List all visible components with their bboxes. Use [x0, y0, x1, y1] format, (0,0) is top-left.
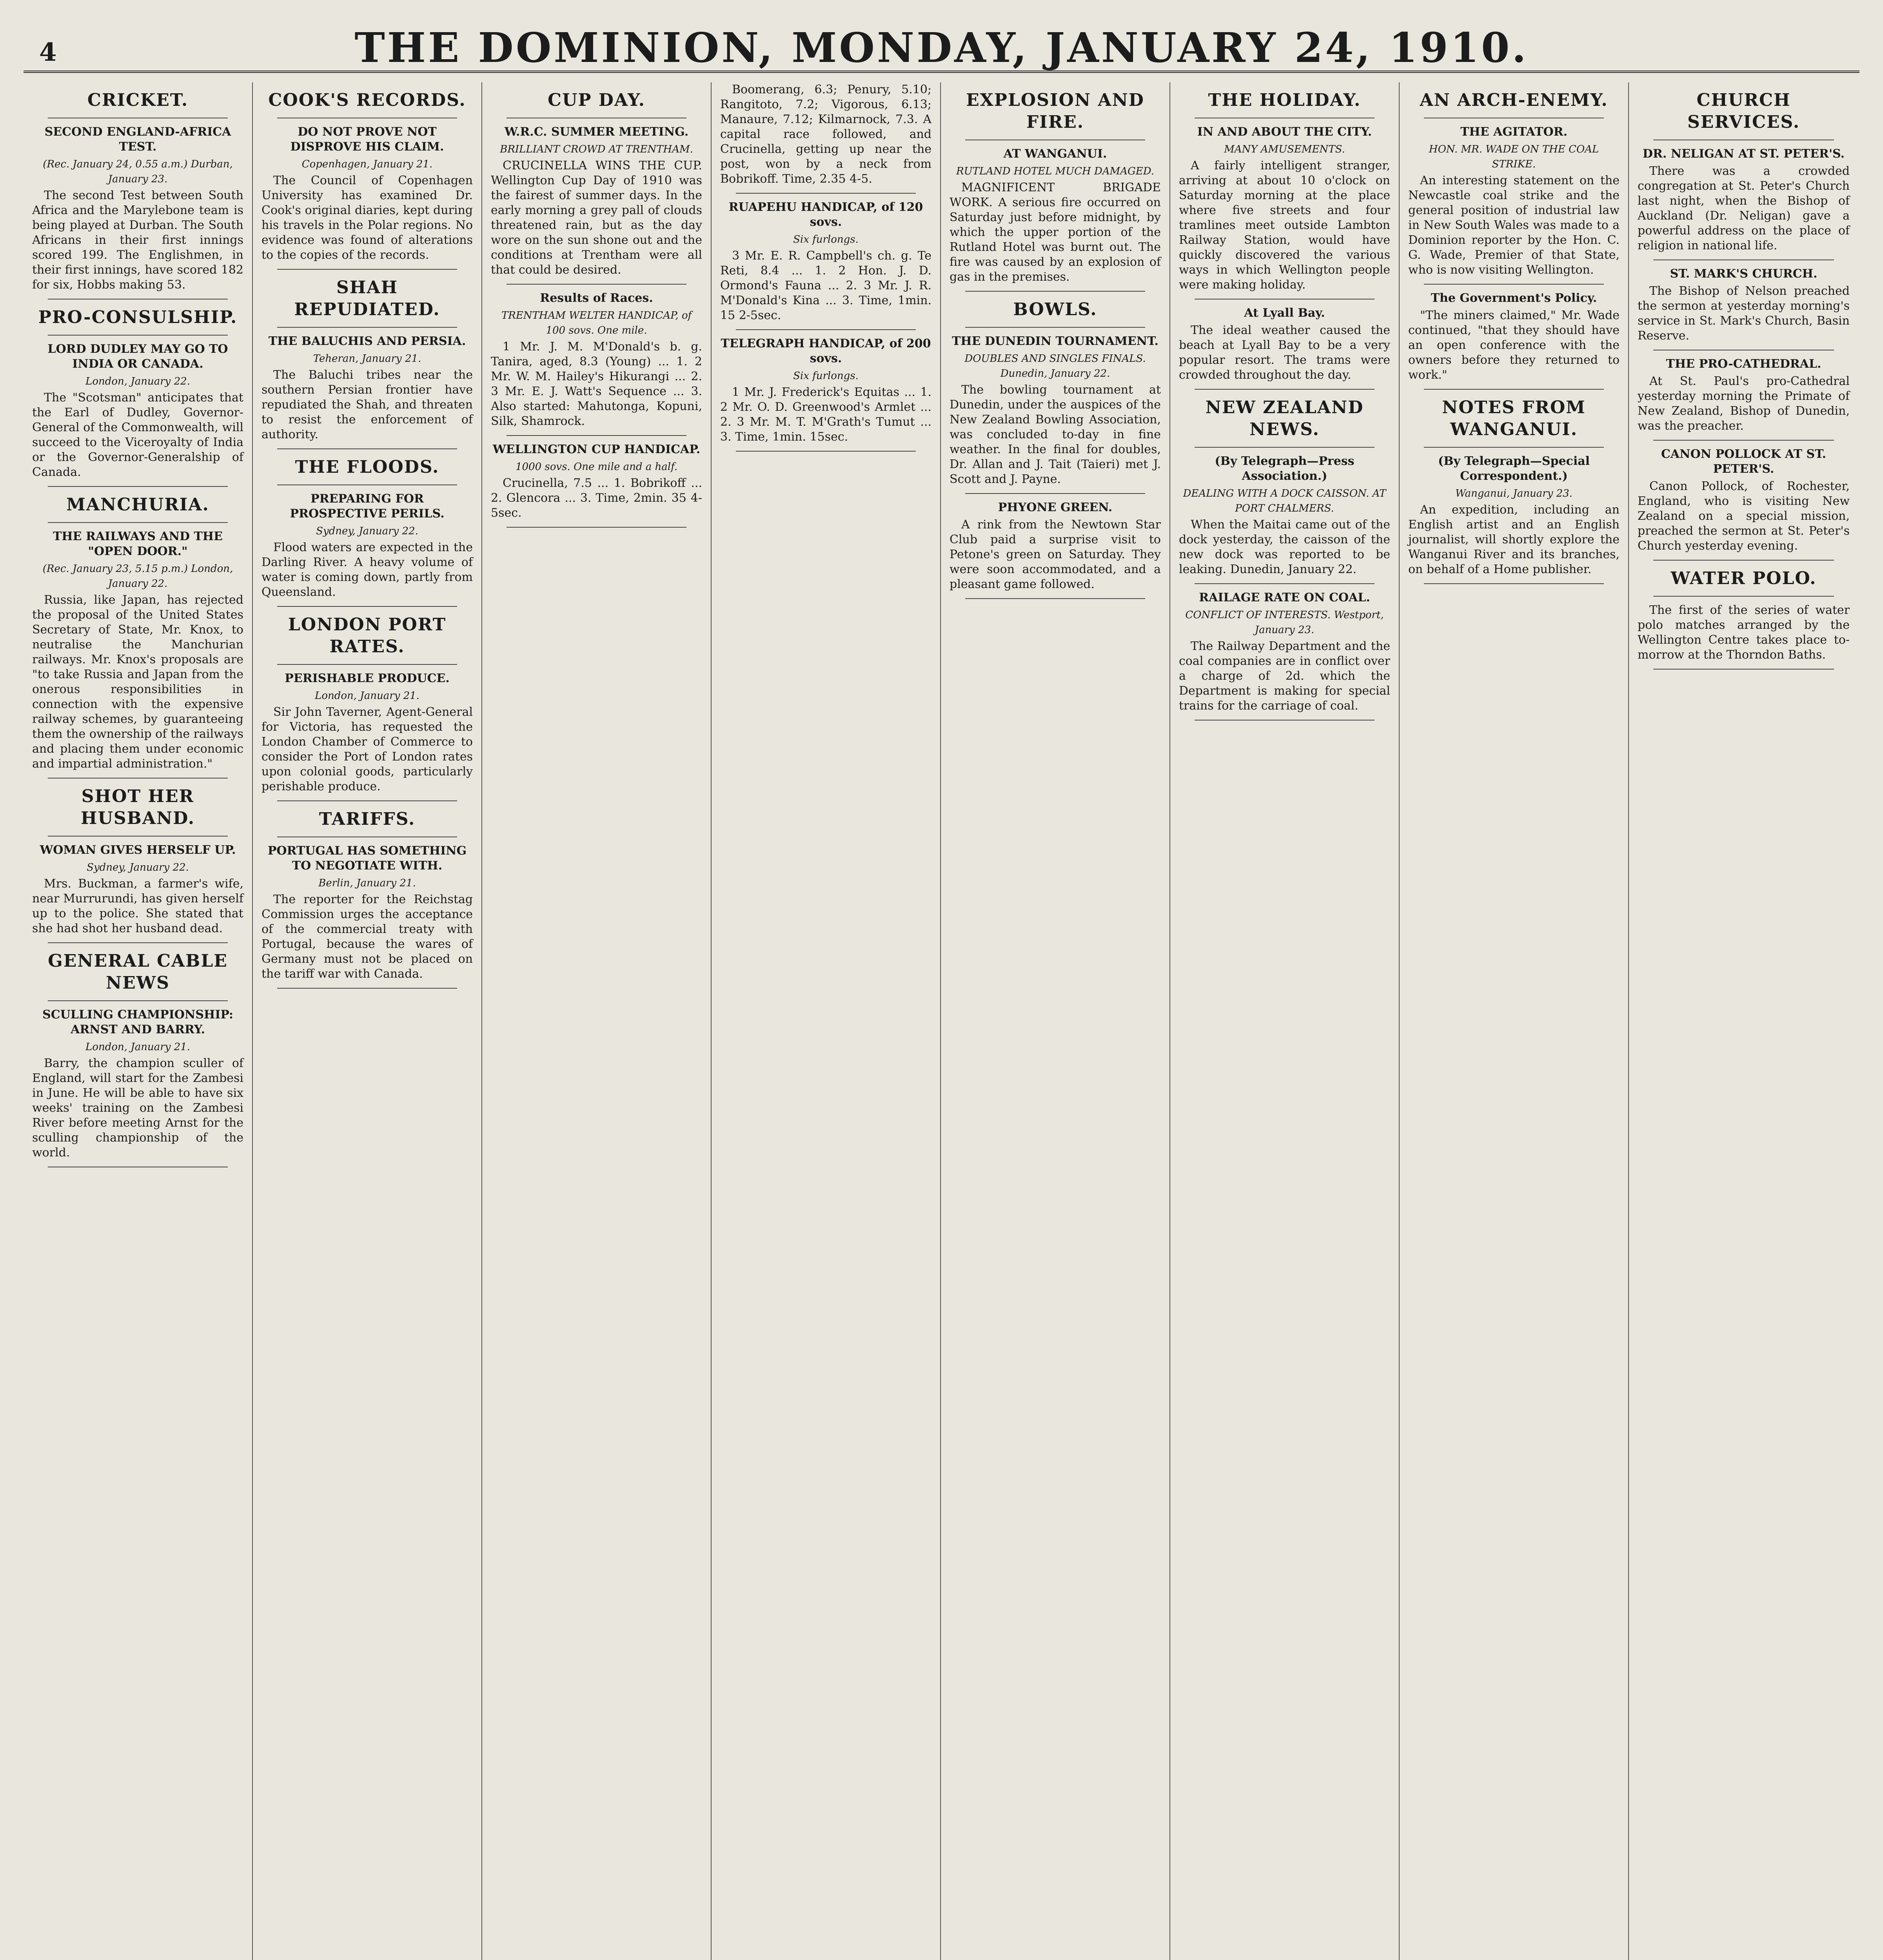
article-body: A fairly intelligent stranger, arriving at about 10 o'clock on Saturday morning at the place where five streets and four tramlines meet outside Lambton Railway Station, would have quickly discovered the various ways in which Wellington people were making holiday.	[1179, 159, 1390, 292]
section-subheading: PREPARING FOR PROSPECTIVE PERILS.	[290, 492, 445, 521]
section-subheading: THE PRO-CATHEDRAL.	[1666, 357, 1821, 371]
section-subheading: PHYONE GREEN.	[998, 501, 1113, 514]
section-headline: COOK'S RECORDS.	[268, 90, 466, 110]
section-subheading: THE DUNEDIN TOURNAMENT.	[951, 334, 1158, 348]
dateline: Berlin, January 21.	[318, 877, 416, 889]
section-subheading: DR. NELIGAN AT ST. PETER'S.	[1642, 147, 1845, 161]
section-subheading: At Lyall Bay.	[1244, 306, 1325, 320]
section-headline: WATER POLO.	[1671, 568, 1817, 588]
article-body: Flood waters are expected in the Darling River. A heavy volume of water is coming down, partly from Queensland.	[261, 541, 473, 599]
article-body: Sir John Taverner, Agent-General for Victoria, has requested the London Chamber of Commerce to consider the Port of London rates upon colonial goods, particularly perishable produce.	[261, 705, 473, 793]
section-subheading: W.R.C. SUMMER MEETING.	[504, 125, 689, 139]
divider	[507, 284, 686, 285]
section-subheading: The Government's Policy.	[1431, 291, 1597, 305]
dateline: Six furlongs.	[793, 234, 859, 245]
divider	[277, 664, 457, 665]
dateline: Six furlongs.	[793, 370, 859, 382]
dateline: Teheran, January 21.	[313, 353, 421, 365]
dateline: (Rec. January 23, 5.15 p.m.) London, January 22.	[42, 563, 233, 590]
section-subheading: THE RAILWAYS AND THE "OPEN DOOR."	[53, 530, 223, 558]
section-subheading: (By Telegraph—Press Association.)	[1215, 454, 1355, 483]
section-headline: LONDON PORT RATES.	[288, 615, 447, 657]
section-headline: CHURCH SERVICES.	[1687, 90, 1800, 132]
page-number: 4	[39, 38, 57, 67]
divider	[48, 522, 228, 523]
section-subheading: AT WANGANUI.	[1003, 147, 1107, 161]
section-headline: SHAH REPUDIATED.	[294, 278, 440, 319]
section-subheading: RAILAGE RATE ON COAL.	[1199, 591, 1370, 604]
dateline: CONFLICT OF INTERESTS. Westport, January 23.	[1185, 609, 1384, 636]
divider	[1653, 560, 1834, 561]
article-body: At St. Paul's pro-Cathedral yesterday morning the Primate of New Zealand, Bishop of Dunedin, was the preacher.	[1638, 374, 1850, 433]
divider	[48, 778, 228, 779]
article-body: The ideal weather caused the beach at Lyall Bay to be a very popular resort. The trams were crowded throughout the day.	[1179, 323, 1390, 382]
article-body: The "Scotsman" anticipates that the Earl of Dudley, Governor-General of the Commonwealth, will succeed to the Viceroyalty of India or the Governor-Generalship of Canada.	[32, 391, 243, 479]
dateline: London, January 22.	[85, 376, 190, 387]
column-1	[24, 82, 253, 1960]
divider	[277, 988, 457, 989]
divider	[48, 836, 228, 837]
article-body: Russia, like Japan, has rejected the proposal of the United States Secretary of State, Mr. Knox, to neutralise the Manchurian railways. Mr. Knox's proposals are "to take Russia and Japan from the onerous responsibilities in connection with the expensive railway schemes, by guaranteeing them the ownership of the railways and placing them under economic and impartial administration."	[32, 593, 243, 771]
divider	[965, 493, 1145, 494]
column-7	[1400, 82, 1629, 1960]
dateline: RUTLAND HOTEL MUCH DAMAGED.	[956, 165, 1154, 177]
newspaper-columns	[24, 82, 1859, 1960]
dateline: DEALING WITH A DOCK CAISSON. AT PORT CHALMERS.	[1183, 488, 1386, 514]
article-body: Mrs. Buckman, a farmer's wife, near Murrurundi, has given herself up to the police. She stated that she had shot her husband dead.	[32, 877, 243, 935]
article-body: The bowling tournament at Dunedin, under the auspices of the New Zealand Bowling Association, was concluded to-day in fine weather. In the final for doubles, Dr. Allan and J. Tait (Taieri) met J. Scott and J. Payne.	[950, 383, 1161, 486]
divider	[1195, 389, 1375, 390]
divider	[736, 451, 916, 452]
article-body: Boomerang, 6.3; Penury, 5.10; Rangitoto, 7.2; Vigorous, 6.13; Manaure, 7.12; Kilmarnock, 7.3. A capital race followed, and Crucinella, getting up near the post, won by a neck from Bobrikoff. Time, 2.35 4-5.	[720, 83, 932, 186]
newspaper-title: THE DOMINION, MONDAY, JANUARY 24, 1910.	[354, 24, 1529, 72]
article-body: The Railway Department and the coal companies are in conflict over a charge of 2d. which the Department is making for special trains for the carriage of coal.	[1179, 639, 1390, 713]
article-body: When the Maitai came out of the dock yesterday, the caisson of the new dock was reported to be leaking. Dunedin, January 22.	[1179, 518, 1390, 576]
article-body: MAGNIFICENT BRIGADE WORK. A serious fire occurred on Saturday just before midnight, by which the upper portion of the Rutland Hotel was burnt out. The fire was caused by an explosion of gas in the premises.	[950, 181, 1161, 284]
dateline: MANY AMUSEMENTS.	[1224, 143, 1345, 155]
divider	[1195, 583, 1375, 584]
section-headline: NOTES FROM WANGANUI.	[1442, 397, 1586, 439]
divider	[48, 942, 228, 943]
column-8	[1629, 82, 1858, 1960]
section-subheading: TELEGRAPH HANDICAP, of 200 sovs.	[721, 337, 931, 365]
divider	[736, 329, 916, 330]
divider	[48, 486, 228, 487]
article-body: The Baluchi tribes near the southern Persian frontier have repudiated the Shah, and threaten to resist the enforcement of authority.	[261, 368, 473, 441]
section-headline: BOWLS.	[1013, 299, 1097, 319]
section-headline: PRO-CONSULSHIP.	[38, 307, 238, 327]
masthead	[24, 16, 1859, 73]
section-subheading: PORTUGAL HAS SOMETHING TO NEGOTIATE WITH.	[267, 844, 467, 873]
divider	[277, 606, 457, 607]
article-body: CRUCINELLA WINS THE CUP. Wellington Cup Day of 1910 was the fairest of summer days. In the early morning a grey pall of clouds threatened rain, but as the day wore on the sun shone out and the conditions at Trentham were all that could be desired.	[491, 159, 702, 277]
divider	[1195, 447, 1375, 448]
dateline: (Rec. January 24, 0.55 a.m.) Durban, January 23.	[43, 158, 233, 185]
article-body: 3 Mr. E. R. Campbell's ch. g. Te Reti, 8.4 ... 1. 2 Hon. J. D. Ormond's Fauna ... 2. 3 Mr. J. R. M'Donald's Kina ... 3. Time, 1min. 15 2-5sec.	[720, 249, 932, 322]
article-body: The Bishop of Nelson preached the sermon at yesterday morning's service in St. Mark's Church, Basin Reserve.	[1638, 284, 1850, 343]
article-body: The first of the series of water polo matches arranged by the Wellington Centre takes place to-morrow at the Thorndon Baths.	[1638, 603, 1850, 662]
divider	[507, 527, 686, 528]
dateline: London, January 21.	[85, 1041, 190, 1053]
section-subheading: WELLINGTON CUP HANDICAP.	[492, 443, 701, 456]
article-body: Barry, the champion sculler of England, will start for the Zambesi in June. He will be able to have six weeks' training on the Zambesi River before meeting Arnst for the sculling championship of the world.	[32, 1056, 243, 1160]
divider	[1653, 440, 1834, 441]
divider	[736, 193, 916, 194]
section-subheading: RUAPEHU HANDICAP, of 120 sovs.	[728, 200, 923, 229]
section-headline: AN ARCH-ENEMY.	[1420, 90, 1608, 110]
divider	[48, 1000, 228, 1001]
section-headline: NEW ZEALAND NEWS.	[1205, 397, 1364, 439]
dateline: HON. MR. WADE ON THE COAL STRIKE.	[1429, 143, 1599, 170]
divider	[507, 435, 686, 436]
divider	[1653, 596, 1834, 597]
divider	[277, 269, 457, 270]
divider	[1424, 389, 1604, 390]
article-body: The Council of Copenhagen University has examined Dr. Cook's original diaries, kept during his travels in the Polar regions. No evidence was found of alterations to the copies of the records.	[261, 174, 473, 262]
section-subheading: WOMAN GIVES HERSELF UP.	[40, 843, 236, 857]
divider	[48, 335, 228, 336]
dateline: Sydney, January 22.	[87, 862, 189, 873]
column-2	[253, 82, 482, 1960]
article-body: An interesting statement on the Newcastle coal strike and the general position of industrial law in New South Wales was made to a Dominion reporter by the Hon. C. G. Wade, Premier of that State, who is now visiting Wellington.	[1408, 174, 1620, 277]
article-body: There was a crowded congregation at St. Peter's Church last night, when the Bishop of Auckland (Dr. Neligan) gave a powerful address on the place of religion in national life.	[1638, 164, 1850, 252]
dateline: Copenhagen, January 21.	[301, 158, 433, 170]
dateline: TRENTHAM WELTER HANDICAP, of 100 sovs. One mile.	[501, 310, 692, 336]
divider	[965, 327, 1145, 328]
section-headline: THE FLOODS.	[295, 457, 439, 477]
section-headline: CRICKET.	[87, 90, 189, 110]
section-headline: CUP DAY.	[548, 90, 645, 110]
divider	[965, 291, 1145, 292]
section-subheading: THE AGITATOR.	[1460, 125, 1568, 139]
column-4	[712, 82, 941, 1960]
article-body: 1 Mr. J. Frederick's Equitas ... 1. 2 Mr. O. D. Greenwood's Armlet ... 2. 3 Mr. M. T. M'Grath's Tumut ... 3. Time, 1min. 15sec.	[720, 385, 932, 444]
dateline: London, January 21.	[315, 690, 419, 702]
column-6	[1170, 82, 1400, 1960]
divider	[965, 598, 1145, 599]
section-headline: TARIFFS.	[319, 809, 416, 829]
article-body: "The miners claimed," Mr. Wade continued, "that they should have an open conference with the owners before they returned to work."	[1408, 309, 1620, 382]
column-5	[941, 82, 1170, 1960]
divider	[277, 800, 457, 801]
divider	[277, 327, 457, 328]
divider	[1424, 447, 1604, 448]
article-body: Canon Pollock, of Rochester, England, who is visiting New Zealand on a special mission, preached the sermon at St. Peter's Church yesterday evening.	[1638, 479, 1850, 553]
section-subheading: SECOND ENGLAND-AFRICA TEST.	[44, 125, 231, 154]
section-subheading: Results of Races.	[540, 291, 653, 305]
divider	[277, 448, 457, 449]
section-headline: GENERAL CABLE NEWS	[48, 951, 228, 993]
section-subheading: LORD DUDLEY MAY GO TO INDIA OR CANADA.	[47, 342, 228, 371]
section-subheading: SCULLING CHAMPIONSHIP: ARNST AND BARRY.	[42, 1008, 233, 1036]
section-subheading: ST. MARK'S CHURCH.	[1670, 267, 1818, 281]
divider	[1424, 284, 1604, 285]
divider	[1424, 583, 1604, 584]
dateline: Wanganui, January 23.	[1455, 488, 1572, 499]
dateline: BRILLIANT CROWD AT TRENTHAM.	[500, 143, 693, 155]
article-body: An expedition, including an English artist and an English journalist, will shortly explore the Wanganui River and its branches, on behalf of a Home publisher.	[1408, 503, 1620, 576]
section-subheading: IN AND ABOUT THE CITY.	[1197, 125, 1372, 139]
article-body: The reporter for the Reichstag Commission urges the acceptance of the commercial treaty with Portugal, because the wares of Germany must not be placed on the tariff war with Canada.	[261, 893, 473, 981]
section-headline: THE HOLIDAY.	[1208, 90, 1361, 110]
dateline: Sydney, January 22.	[316, 525, 418, 537]
section-subheading: CANON POLLOCK AT ST. PETER'S.	[1661, 447, 1826, 476]
dateline: DOUBLES AND SINGLES FINALS. Dunedin, January 22.	[964, 353, 1146, 379]
article-body: A rink from the Newtown Star Club paid a surprise visit to Petone's green on Saturday. They were soon accommodated, and a pleasant game followed.	[950, 518, 1161, 591]
article-body: 1 Mr. J. M. M'Donald's b. g. Tanira, aged, 8.3 (Young) ... 1. 2 Mr. W. M. Hailey's Hikurangi ... 2. 3 Mr. E. J. Watt's Sequence ... 3. Also started: Mahutonga, Kopuni, Silk, Shamrock.	[491, 340, 702, 428]
article-body: Crucinella, 7.5 ... 1. Bobrikoff ... 2. Glencora ... 3. Time, 2min. 35 4-5sec.	[491, 476, 702, 520]
section-subheading: PERISHABLE PRODUCE.	[285, 671, 450, 685]
divider	[1653, 669, 1834, 670]
section-subheading: THE BALUCHIS AND PERSIA.	[268, 334, 466, 348]
section-subheading: DO NOT PROVE NOT DISPROVE HIS CLAIM.	[290, 125, 444, 154]
section-headline: EXPLOSION AND FIRE.	[966, 90, 1144, 132]
article-body: The second Test between South Africa and the Marylebone team is being played at Durban. The South Africans in their first innings scored 199. The Englishmen, in their first innings, have scored 182 for six, Hobbs making 53.	[32, 189, 243, 292]
dateline: 1000 sovs. One mile and a half.	[515, 461, 678, 473]
section-headline: MANCHURIA.	[66, 495, 209, 515]
section-subheading: (By Telegraph—Special Correspondent.)	[1438, 454, 1590, 483]
column-3	[482, 82, 712, 1960]
section-headline: SHOT HER HUSBAND.	[80, 786, 195, 828]
